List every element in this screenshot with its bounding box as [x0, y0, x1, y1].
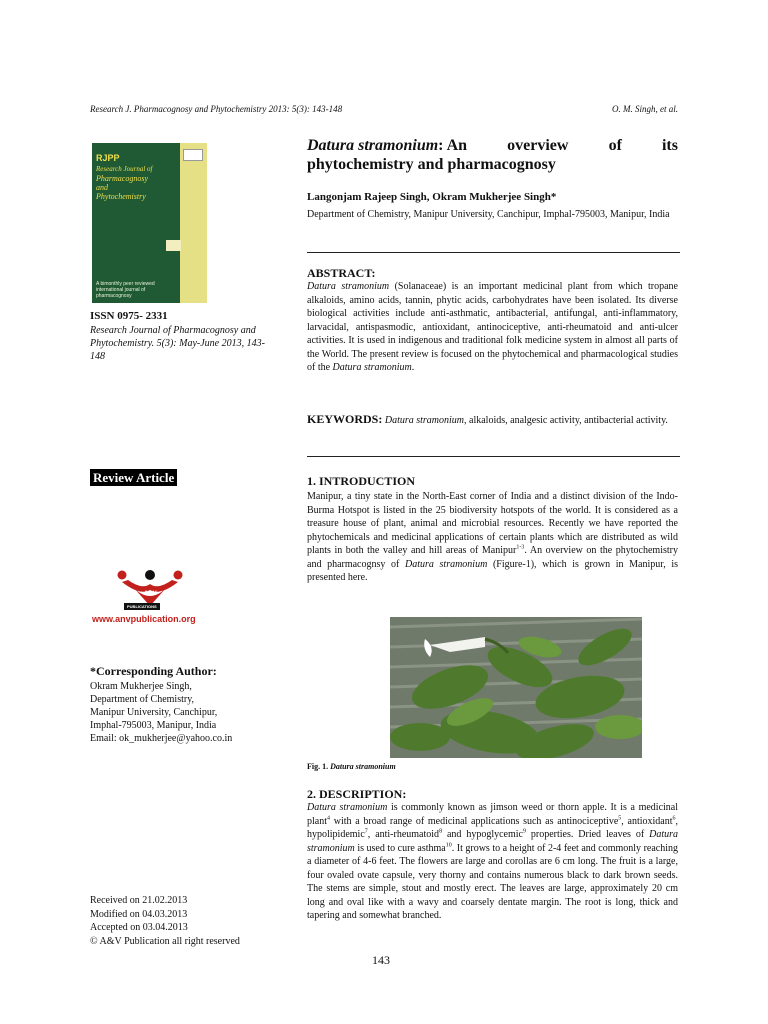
abstract-body: (Solanaceae) is an important medicinal plant from which tropane alkaloids, amino acids, tannin, phytic acids, carbohydrates have been isolated. Its diverse biological activities include anti-asthmatic, antibacterial, antifungal, anti-inflammatory, larvacidal, antispasmodic, antioxidant, antinociceptive, anti-rheumatoid and anti-ulcer activities. It is used in indigenous and traditional folk medicine system in almost all parts of the World. The present review is focused on the phytochemical and pharmacological studies of the	[307, 281, 678, 373]
page-number: 143	[372, 953, 390, 967]
desc-body: is used to cure asthma	[354, 842, 446, 854]
author-affiliation: Department of Chemistry, Manipur University, Canchipur, Imphal-795003, Manipur, India	[307, 209, 670, 220]
publisher-url[interactable]: www.anvpublication.org	[92, 614, 196, 624]
title-word: : An	[438, 137, 468, 154]
figure-caption	[307, 762, 396, 771]
citation: 5	[618, 815, 622, 822]
abstract-heading: ABSTRACT:	[307, 266, 376, 280]
cover-emblem-icon	[166, 240, 181, 251]
figure-1-photo	[390, 617, 642, 758]
citation: 7	[364, 828, 368, 835]
article-history	[90, 894, 275, 948]
journal-cover-image	[92, 143, 207, 303]
corresponding-line: Imphal-795003, Manipur, India	[90, 720, 217, 731]
citation: 8	[439, 828, 443, 835]
desc-species: Datura stramonium	[307, 829, 678, 854]
keywords-heading: KEYWORDS:	[307, 412, 383, 426]
cover-footer: A bimonthly peer reviewed international journal of pharmacognosy	[96, 281, 155, 299]
introduction-heading: 1. INTRODUCTION	[307, 474, 416, 488]
description-heading: 2. DESCRIPTION:	[307, 787, 407, 801]
intro-species: Datura stramonium	[405, 558, 488, 570]
author-list: Langonjam Rajeep Singh, Okram Mukherjee Singh*	[307, 191, 557, 203]
corresponding-line: Manipur University, Canchipur,	[90, 707, 218, 718]
abstract-text	[307, 280, 678, 375]
cover-title	[96, 165, 178, 201]
desc-body: . It grows to a height of 2-4 feet and commonly reaching a diameter of 4-6 feet. The flowers are large and corollas are 6 cm long. The fruit is a large, four ovaled ovate capsule, very thorny and contains numerous black to dark brown seeds. The stems are simple, stout and mostly erect. The leaves are large, approximately 20 cm long and oval like with a wavy and coarsely dentate margin. The root is long, thick and tapering and somewhat branched.	[307, 842, 678, 921]
desc-body: , hypolipidemic	[307, 815, 678, 840]
publisher-badge: PUBLICATIONS	[124, 603, 160, 610]
cover-title-line: Research Journal of	[96, 165, 153, 173]
description-text	[307, 801, 678, 923]
history-line: Modified on 04.03.2013	[90, 908, 188, 920]
citation: 10	[445, 842, 452, 849]
citation: 9	[522, 828, 526, 835]
issn: ISSN 0975- 2331	[90, 310, 168, 322]
cover-badge	[183, 149, 203, 161]
history-line: Received on 21.02.2013	[90, 895, 188, 906]
abstract-species: Datura stramonium	[307, 281, 390, 292]
keywords-list: , alkaloids, analgesic activity, antibacterial activity.	[464, 415, 668, 426]
history-line: Accepted on 03.04.2013	[90, 922, 188, 933]
running-head-right: O. M. Singh, et al.	[612, 104, 678, 114]
title-line-2: phytochemistry and pharmacognosy	[307, 156, 556, 173]
datura-plant-image	[390, 617, 642, 758]
desc-body: properties. Dried leaves of	[525, 829, 650, 840]
abstract-species: Datura stramonium	[332, 362, 412, 373]
cover-title-line: Phytochemistry	[96, 192, 146, 201]
cover-strip	[180, 143, 207, 303]
title-word: overview	[507, 137, 569, 154]
corresponding-author-heading: *Corresponding Author:	[90, 664, 217, 678]
corresponding-line: Okram Mukherjee Singh,	[90, 681, 192, 692]
cover-acronym: RJPP	[96, 153, 120, 163]
corresponding-author-block	[90, 680, 275, 745]
divider	[307, 252, 680, 253]
title-word: its	[661, 137, 678, 154]
title-species: Datura stramonium	[307, 137, 439, 154]
desc-body: and hypoglycemic	[442, 829, 523, 840]
keywords	[307, 412, 678, 428]
citation: 4	[327, 815, 330, 822]
article-title	[307, 136, 678, 174]
history-line: © A&V Publication all right reserved	[90, 935, 240, 947]
keyword-species: Datura stramonium	[384, 415, 465, 426]
desc-body: , antioxidant	[621, 815, 673, 827]
title-word: of	[608, 137, 622, 154]
abstract-end: .	[411, 362, 415, 373]
logo-text: A&V	[144, 591, 157, 597]
running-head-left: Research J. Pharmacognosy and Phytochemistry 2013: 5(3): 143-148	[90, 104, 343, 114]
cover-title-line: Pharmacognosy	[96, 174, 148, 183]
intro-body: . An overview on the phytochemistry and pharmacognsy of	[307, 545, 678, 570]
desc-body: with a broad range of medicinal applications such as antinociceptive	[330, 815, 619, 827]
publisher-logo	[92, 566, 208, 624]
desc-body: , anti-rheumatoid	[367, 829, 440, 840]
cover-title-line: and	[96, 183, 108, 192]
figure-caption-species: Datura stramonium	[330, 762, 396, 771]
citation: 1-3	[516, 544, 525, 551]
article-type-badge: Review Article	[90, 469, 177, 486]
desc-body: is commonly known as jimson weed or thorn apple. It is a medicinal plant	[307, 802, 678, 827]
introduction-text	[307, 490, 678, 585]
intro-body: Manipur, a tiny state in the North-East corner of India and a distinct division of the Indo-Burma Hotspot is listed in the 25 biodiversity hotspots of the world. It is considered as a treasure house of plant, animal and microbial resources. Recently we have reported the phytochemicals and medicinal applications of certain plants which are distributed as wild plants in both the valley and hill areas of Manipur	[307, 491, 678, 556]
desc-species: Datura stramonium	[307, 802, 388, 813]
citation: 6	[672, 815, 676, 822]
journal-reference: Research Journal of Pharmacognosy and Phytochemistry. 5(3): May-June 2013, 143-148	[90, 325, 265, 362]
intro-body: (Figure-1), which is grown in Manipur, is presented here.	[307, 558, 678, 583]
title-part	[307, 136, 467, 155]
figure-label: Fig. 1.	[307, 762, 329, 771]
divider	[307, 456, 680, 457]
corresponding-line: Department of Chemistry,	[90, 694, 195, 705]
corresponding-email[interactable]: Email: ok_mukherjee@yahoo.co.in	[90, 733, 233, 744]
